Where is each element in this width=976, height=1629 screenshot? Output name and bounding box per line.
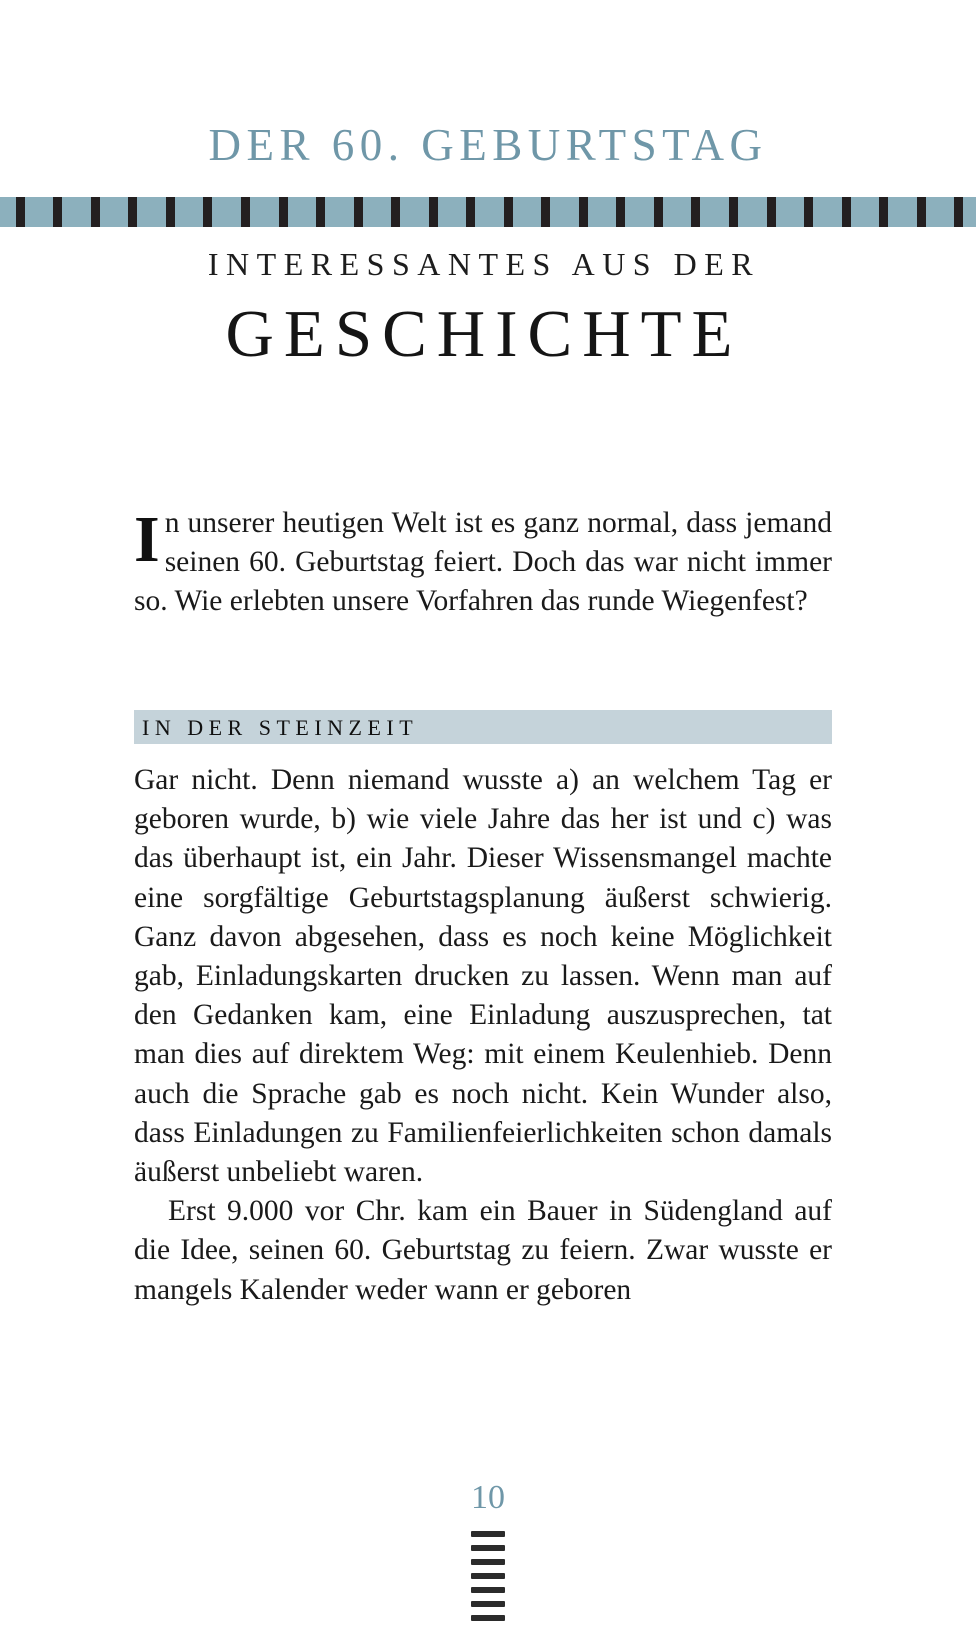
tick-mark: [429, 197, 438, 227]
tick-mark: [279, 197, 288, 227]
tick-mark: [842, 197, 851, 227]
tick-mark: [203, 197, 212, 227]
lede-text: n unserer heutigen Welt ist es ganz normal, dass jemand seinen 60. Geburtstag feiert. Doch das war nicht immer so. Wie erlebten unsere Vorfahren das runde Wiegenfest?: [134, 506, 832, 617]
section-body: [134, 761, 832, 1310]
decorative-tick-bar: [0, 197, 976, 227]
lede-paragraph-column: [134, 474, 832, 650]
chapter-title-kicker: INTERESSANTES AUS DER: [207, 246, 761, 282]
tick-mark: [16, 197, 25, 227]
tick-mark: [579, 197, 588, 227]
section-paragraph: Erst 9.000 vor Chr. kam ein Bauer in Südengland auf die Idee, seinen 60. Geburtstag zu feiern. Zwar wusste er mangels Kalender weder wann er geboren: [134, 1195, 832, 1306]
folio-rule-dash: [471, 1559, 505, 1565]
tick-mark: [541, 197, 550, 227]
tick-mark: [316, 197, 325, 227]
tick-mark: [504, 197, 513, 227]
folio-rule-dash: [471, 1587, 505, 1593]
folio-decorative-rule: [471, 1531, 505, 1629]
tick-mark: [616, 197, 625, 227]
tick-mark: [917, 197, 926, 227]
running-head: DER 60. GEBURTSTAG: [208, 120, 768, 170]
tick-mark: [128, 197, 137, 227]
tick-mark: [804, 197, 813, 227]
tick-mark: [954, 197, 963, 227]
tick-mark: [879, 197, 888, 227]
section-paragraph: Gar nicht. Denn niemand wusste a) an welchem Tag er geboren wurde, b) wie viele Jahre das her ist und c) was das überhaupt ist, ein Jahr. Dieser Wissensmangel machte eine sorgfältige Geburtstagsplanung äußerst schwierig. Ganz davon abgesehen, dass es noch keine Möglichkeit gab, Einladungskarten drucken zu lassen. Wenn man auf den Gedanken kam, eine Einladung auszusprechen, tat man dies auf direktem Weg: mit einem Keulenhieb. Denn auch die Sprache gab es noch nicht. Kein Wunder also, dass Einladungen zu Familienfeierlichkeiten schon damals äußerst unbeliebt waren.: [134, 764, 832, 1189]
section-heading-band: [134, 710, 832, 744]
folio-rule-dash: [471, 1545, 505, 1551]
drop-cap: I: [134, 502, 160, 576]
tick-mark: [354, 197, 363, 227]
chapter-title-main: GESCHICHTE: [225, 297, 743, 371]
lede-paragraph: [134, 504, 832, 621]
tick-mark: [466, 197, 475, 227]
tick-mark: [166, 197, 175, 227]
folio-rule-dash: [471, 1573, 505, 1579]
folio-rule-dash: [471, 1601, 505, 1607]
folio-rule-dash: [471, 1531, 505, 1537]
tick-mark: [241, 197, 250, 227]
tick-mark: [91, 197, 100, 227]
folio-rule-dash: [471, 1615, 505, 1621]
tick-mark: [729, 197, 738, 227]
tick-mark: [654, 197, 663, 227]
tick-mark: [53, 197, 62, 227]
section-heading-label: IN DER STEINZEIT: [142, 715, 419, 740]
tick-mark: [691, 197, 700, 227]
chapter-title-block: [134, 243, 834, 373]
page-number: 10: [471, 1479, 505, 1516]
tick-mark: [391, 197, 400, 227]
tick-mark: [767, 197, 776, 227]
